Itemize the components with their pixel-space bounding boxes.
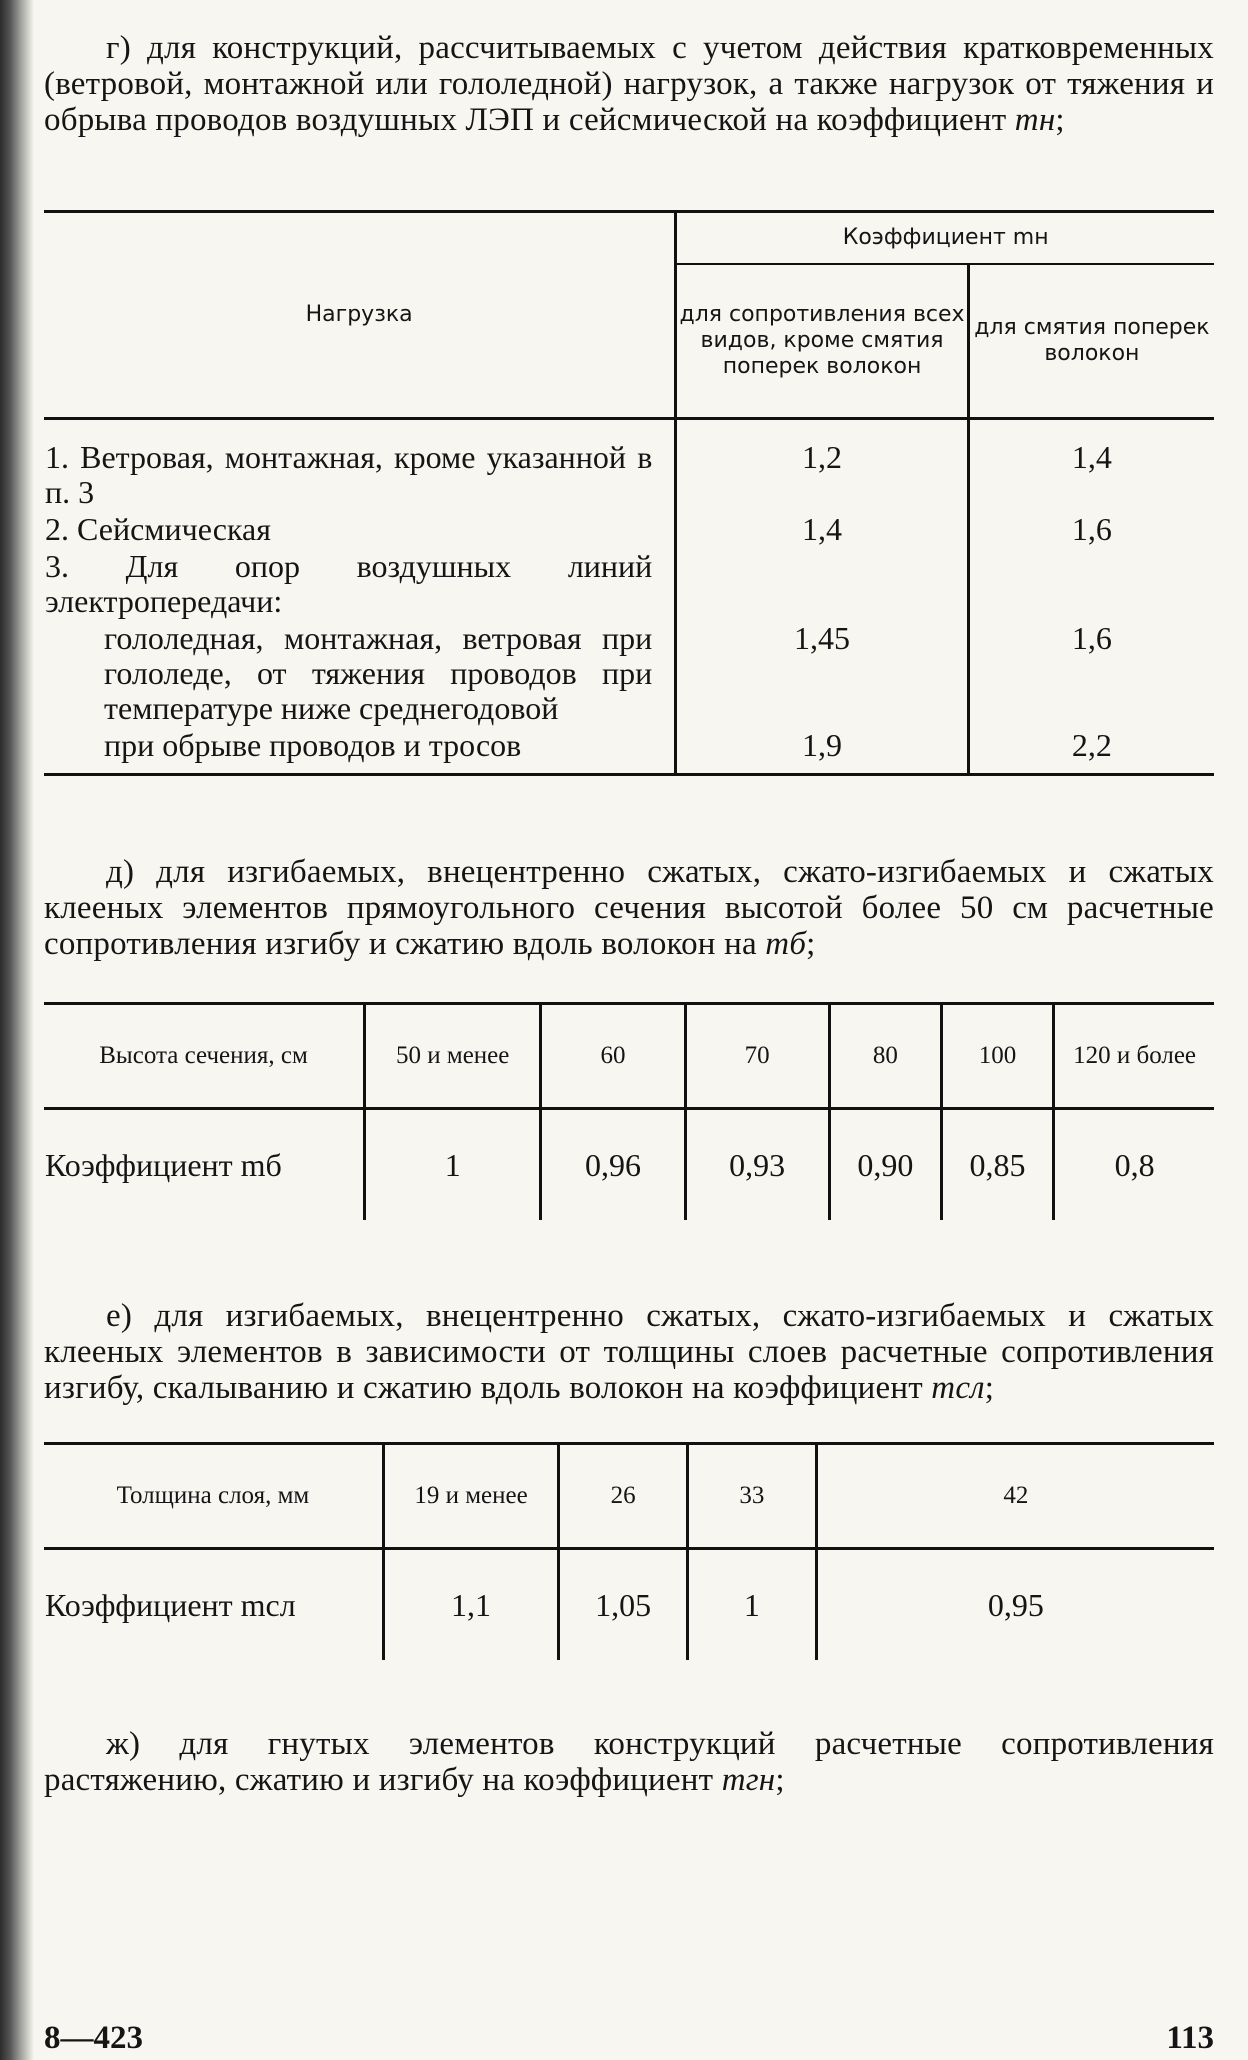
row-value: 1,45 bbox=[676, 620, 969, 727]
row-value: 1,6 bbox=[968, 620, 1214, 727]
row-label: 3. Для опор воздушных линий электропередачи: bbox=[45, 548, 653, 619]
header-cell: 50 и менее bbox=[365, 1004, 541, 1109]
row-value: 1,2 bbox=[676, 419, 969, 512]
row-value: 0,93 bbox=[685, 1109, 829, 1221]
layer-thickness-table bbox=[44, 1442, 1214, 1660]
row-value: 1 bbox=[687, 1549, 816, 1661]
row-value: 2,2 bbox=[968, 727, 1214, 775]
header-cell: 120 и более bbox=[1054, 1004, 1214, 1109]
table-row bbox=[44, 1109, 1214, 1221]
row-value: 1,05 bbox=[559, 1549, 688, 1661]
paragraph-g: г) для конструкций, рассчитываемых с учетом действия кратковременных (ветровой, монтажной или гололедной) нагрузок, а также нагрузок от тяжения и обрыва проводов воздушных ЛЭП и сейсмической на коэффициент mн; bbox=[44, 30, 1214, 138]
row-value: 1,1 bbox=[383, 1549, 559, 1661]
paragraph-zh: ж) для гнутых элементов конструкций расчетные сопротивления растяжению, сжатию и изгибу на коэффициент mгн; bbox=[44, 1726, 1214, 1798]
header-cell: 80 bbox=[829, 1004, 941, 1109]
header-cell: 60 bbox=[541, 1004, 685, 1109]
row-label: 2. Сейсмическая bbox=[45, 511, 271, 547]
table-row bbox=[44, 511, 1214, 548]
row-value bbox=[676, 548, 969, 620]
page-footer bbox=[44, 2020, 1214, 2057]
row-label: Коэффициент mсл bbox=[45, 1586, 296, 1623]
page-number: 113 bbox=[1166, 2020, 1214, 2056]
row-value: 0,95 bbox=[816, 1549, 1214, 1661]
header-section-height: Высота сечения, см bbox=[44, 1004, 365, 1109]
header-cell: 26 bbox=[559, 1444, 688, 1549]
row-value: 0,90 bbox=[829, 1109, 941, 1221]
coefficient-symbol: mсл bbox=[931, 1370, 985, 1406]
header-coefficient: Коэффициент mн bbox=[676, 212, 1214, 265]
paragraph-d: д) для изгибаемых, внецентренно сжатых, сжато-изгибаемых и сжатых клееных элементов прямоугольного сечения высотой более 50 см расчетные сопротивления изгибу и сжатию вдоль волокон на mб; bbox=[44, 854, 1214, 962]
header-cell: 70 bbox=[685, 1004, 829, 1109]
section-height-table bbox=[44, 1002, 1214, 1220]
row-label: при обрыве проводов и тросов bbox=[104, 727, 522, 763]
header-crushing: для смятия поперек волокон bbox=[968, 264, 1214, 419]
header-cell: 33 bbox=[687, 1444, 816, 1549]
row-value bbox=[968, 548, 1214, 620]
row-value: 0,8 bbox=[1054, 1109, 1214, 1221]
header-resistance: для сопротивления всех видов, кроме смятия поперек волокон bbox=[676, 264, 969, 419]
document-page bbox=[44, 30, 1214, 2056]
row-value: 1,4 bbox=[968, 419, 1214, 512]
row-label: гололедная, монтажная, ветровая при гололеде, от тяжения проводов при температуре ниже среднегодовой bbox=[104, 620, 653, 726]
row-label: Коэффициент mб bbox=[45, 1146, 282, 1183]
coefficient-symbol: mб bbox=[765, 926, 807, 962]
row-value: 0,85 bbox=[941, 1109, 1053, 1221]
coefficient-symbol: mгн bbox=[721, 1762, 776, 1798]
load-coefficient-table bbox=[44, 210, 1214, 776]
row-value: 1 bbox=[365, 1109, 541, 1221]
row-label: 1. Ветровая, монтажная, кроме указанной в п. 3 bbox=[45, 439, 653, 510]
table-row bbox=[44, 548, 1214, 620]
row-value: 1,4 bbox=[676, 511, 969, 548]
table-row bbox=[44, 1549, 1214, 1661]
header-cell: 19 и менее bbox=[383, 1444, 559, 1549]
page-binding-edge bbox=[0, 0, 34, 2060]
header-cell: 42 bbox=[816, 1444, 1214, 1549]
row-value: 1,6 bbox=[968, 511, 1214, 548]
table-row bbox=[44, 620, 1214, 727]
row-value: 1,9 bbox=[676, 727, 969, 775]
header-load: Нагрузка bbox=[44, 212, 676, 419]
table-row bbox=[44, 727, 1214, 775]
coefficient-symbol: mн bbox=[1014, 102, 1056, 138]
table-row bbox=[44, 419, 1214, 512]
header-layer-thickness: Толщина слоя, мм bbox=[44, 1444, 383, 1549]
row-value: 0,96 bbox=[541, 1109, 685, 1221]
printer-signature: 8—423 bbox=[44, 2020, 143, 2056]
header-cell: 100 bbox=[941, 1004, 1053, 1109]
paragraph-e: е) для изгибаемых, внецентренно сжатых, сжато-изгибаемых и сжатых клееных элементов в зависимости от толщины слоев расчетные сопротивления изгибу, скалыванию и сжатию вдоль волокон на коэффициент mсл; bbox=[44, 1298, 1214, 1406]
